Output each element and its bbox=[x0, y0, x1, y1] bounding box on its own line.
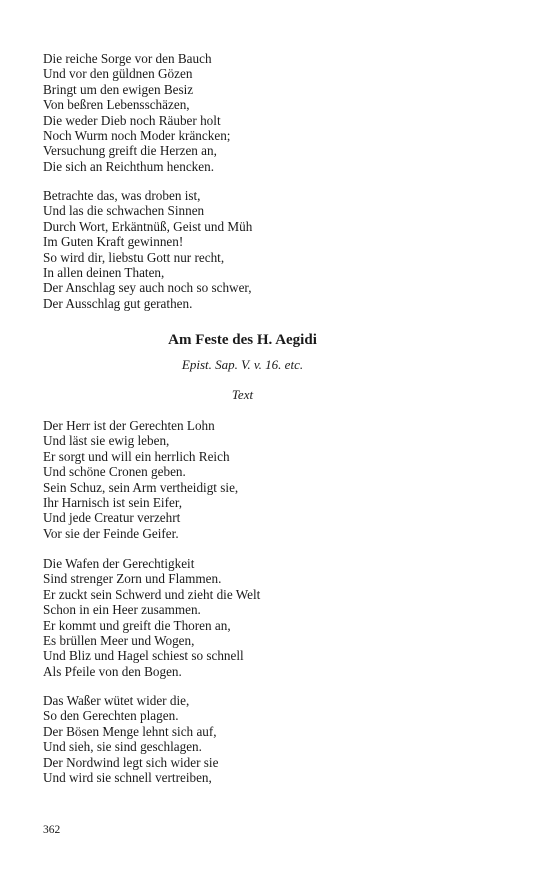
verse-line: Es brüllen Meer und Wogen, bbox=[43, 633, 195, 649]
verse-line: In allen deinen Thaten, bbox=[43, 265, 165, 281]
stanza-1 bbox=[43, 51, 513, 174]
verse-line: Durch Wort, Erkäntnüß, Geist und Müh bbox=[43, 218, 253, 234]
page-number: 362 bbox=[43, 824, 61, 836]
verse-line: Schon in ein Heer zusammen. bbox=[43, 602, 201, 618]
verse-line: Von beßren Lebensschäzen, bbox=[43, 97, 190, 113]
verse-line: So wird dir, liebstu Gott nur recht, bbox=[43, 249, 225, 265]
verse-line: Und wird sie schnell vertreiben, bbox=[43, 770, 212, 786]
verse-line: Die sich an Reichthum hencken. bbox=[43, 158, 215, 174]
verse-line: Sind strenger Zorn und Flammen. bbox=[43, 571, 222, 587]
stanza-2 bbox=[43, 188, 513, 311]
verse-line: Er zuckt sein Schwerd und zieht die Welt bbox=[43, 586, 261, 602]
verse-line: Und Bliz und Hagel schiest so schnell bbox=[43, 648, 244, 664]
stanza-3 bbox=[43, 418, 513, 541]
verse-line: Der Anschlag sey auch noch so schwer, bbox=[43, 280, 252, 296]
verse-line: Die Wafen der Gerechtigkeit bbox=[43, 556, 195, 571]
verse-line: Das Waßer wütet wider die, bbox=[43, 693, 190, 708]
verse-line: Noch Wurm noch Moder kräncken; bbox=[43, 128, 231, 144]
verse-line: Betrachte das, was droben ist, bbox=[43, 188, 201, 203]
stanza-4 bbox=[43, 556, 513, 679]
verse-line: Der Nordwind legt sich wider sie bbox=[43, 754, 219, 770]
verse-line: Der Herr ist der Gerechten Lohn bbox=[43, 418, 215, 433]
verse-line: Der Ausschlag gut gerathen. bbox=[43, 295, 193, 311]
section-title: Am Feste des H. Aegidi bbox=[168, 332, 317, 348]
verse-line: Im Guten Kraft gewinnen! bbox=[43, 234, 184, 250]
verse-line: Bringt um den ewigen Besiz bbox=[43, 81, 194, 97]
text-label: Text bbox=[231, 387, 254, 402]
verse-line: Ihr Harnisch ist sein Eifer, bbox=[43, 495, 182, 511]
verse-line: Er kommt und greift die Thoren an, bbox=[43, 617, 231, 633]
verse-line: Er sorgt und will ein herrlich Reich bbox=[43, 448, 230, 464]
verse-line: Und sieh, sie sind geschlagen. bbox=[43, 739, 202, 755]
verse-line: Der Bösen Menge lehnt sich auf, bbox=[43, 723, 217, 739]
verse-line: Und las die schwachen Sinnen bbox=[43, 203, 205, 219]
verse-line: Vor sie der Feinde Geifer. bbox=[43, 525, 179, 541]
verse-line: Die weder Dieb noch Räuber holt bbox=[43, 112, 221, 128]
verse-line: Versuchung greift die Herzen an, bbox=[43, 143, 217, 159]
verse-line: Sein Schuz, sein Arm vertheidigt sie, bbox=[43, 479, 239, 495]
verse-line: Die reiche Sorge vor den Bauch bbox=[43, 51, 212, 66]
verse-line: So den Gerechten plagen. bbox=[43, 708, 179, 724]
verse-line: Und jede Creatur verzehrt bbox=[43, 510, 181, 526]
bible-reference: Epist. Sap. V. v. 16. etc. bbox=[181, 357, 304, 372]
verse-line: Und läst sie ewig leben, bbox=[43, 433, 170, 449]
verse-line: Als Pfeile von den Bogen. bbox=[43, 663, 182, 679]
verse-line: Und schöne Cronen geben. bbox=[43, 464, 186, 480]
stanza-5 bbox=[43, 693, 513, 785]
verse-line: Und vor den güldnen Gözen bbox=[43, 66, 193, 82]
